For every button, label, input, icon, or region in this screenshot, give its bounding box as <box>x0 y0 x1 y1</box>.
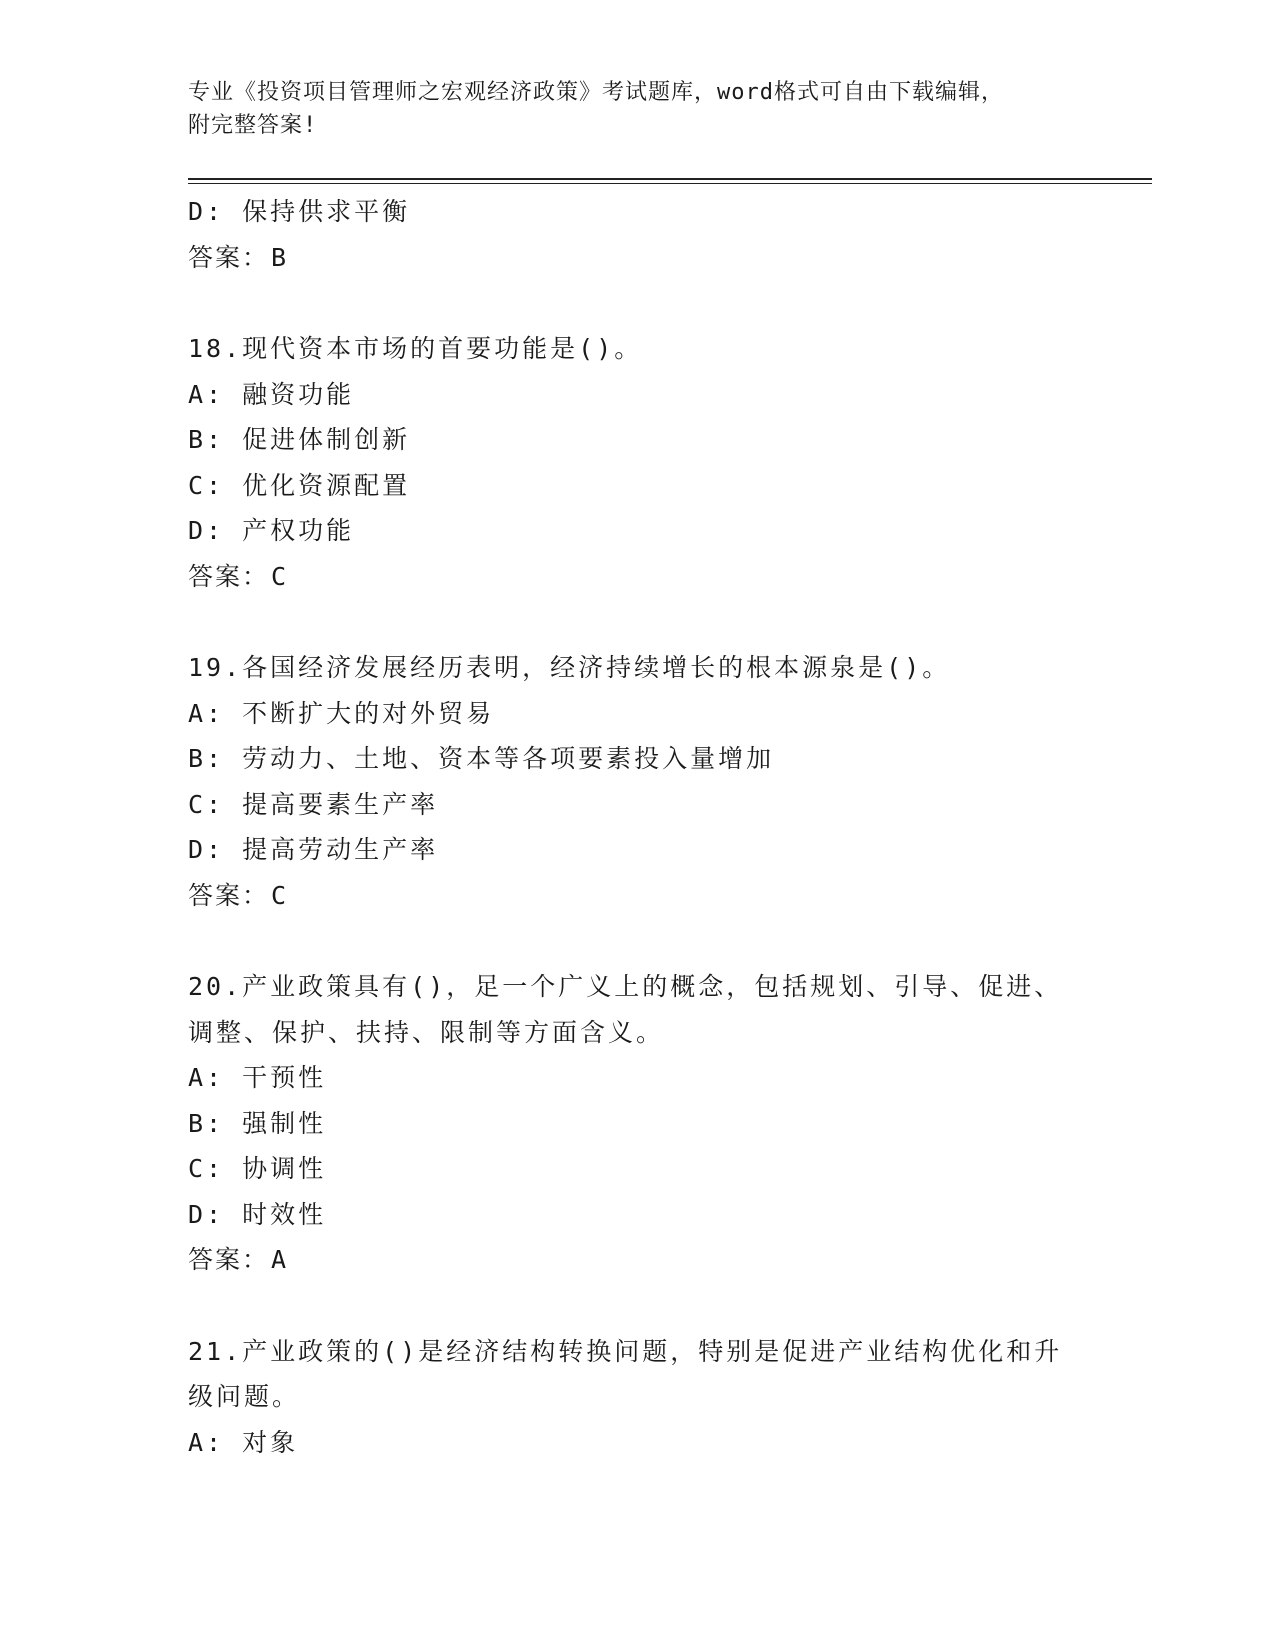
option-a: A: 不断扩大的对外贸易 <box>188 698 495 728</box>
question-19 <box>188 645 1148 918</box>
question-stem-line-1: 20.产业政策具有()，足一个广义上的概念，包括规划、引导、促进、 <box>188 972 1063 1001</box>
header-divider-thick <box>188 178 1152 180</box>
question-stem: 19.各国经济发展经历表明，经济持续增长的根本源泉是()。 <box>188 653 951 682</box>
answer-line <box>188 554 1148 600</box>
answer-line <box>188 235 1148 281</box>
header-line-1: 专业《投资项目管理师之宏观经济政策》考试题库，word格式可自由下载编辑， <box>188 80 1004 105</box>
header-divider-thin <box>188 183 1152 184</box>
option-d: D: 产权功能 <box>188 516 355 545</box>
answer-label: 答案： <box>188 880 270 910</box>
option-b: B: 劳动力、土地、资本等各项要素投入量增加 <box>188 744 775 773</box>
answer-value: C <box>271 561 289 591</box>
question-stem: 18.现代资本市场的首要功能是()。 <box>188 334 643 363</box>
option-d: D: 提高劳动生产率 <box>188 835 439 864</box>
answer-line <box>188 1237 1148 1283</box>
option-b: B: 强制性 <box>188 1108 327 1138</box>
question-stem-line-2: 调整、保护、扶持、限制等方面含义。 <box>188 1017 665 1047</box>
option-d: D: 时效性 <box>188 1199 327 1229</box>
question-20 <box>188 964 1148 1283</box>
option-b: B: 促进体制创新 <box>188 425 411 454</box>
option-a: A: 融资功能 <box>188 379 355 409</box>
option-d: D: 保持供求平衡 <box>188 197 411 226</box>
option-a: A: 对象 <box>188 1427 299 1457</box>
option-a: A: 干预性 <box>188 1063 327 1092</box>
answer-value: A <box>271 1245 289 1274</box>
answer-label: 答案： <box>188 561 270 591</box>
answer-line <box>188 873 1148 919</box>
option-c: C: 协调性 <box>188 1154 327 1183</box>
answer-value: B <box>271 242 289 272</box>
question-21 <box>188 1329 1148 1466</box>
option-c: C: 提高要素生产率 <box>188 789 439 819</box>
question-stem-line-2: 级问题。 <box>188 1382 301 1411</box>
answer-label: 答案： <box>188 242 270 272</box>
question-17-continuation <box>188 189 1148 280</box>
document-content <box>188 189 1148 1465</box>
question-18 <box>188 326 1148 599</box>
option-c: C: 优化资源配置 <box>188 470 411 500</box>
answer-label: 答案： <box>188 1245 270 1274</box>
document-header <box>188 76 1088 142</box>
answer-value: C <box>271 880 289 910</box>
header-line-2: 附完整答案! <box>188 113 318 138</box>
question-stem-line-1: 21.产业政策的()是经济结构转换问题，特别是促进产业结构优化和升 <box>188 1336 1063 1366</box>
